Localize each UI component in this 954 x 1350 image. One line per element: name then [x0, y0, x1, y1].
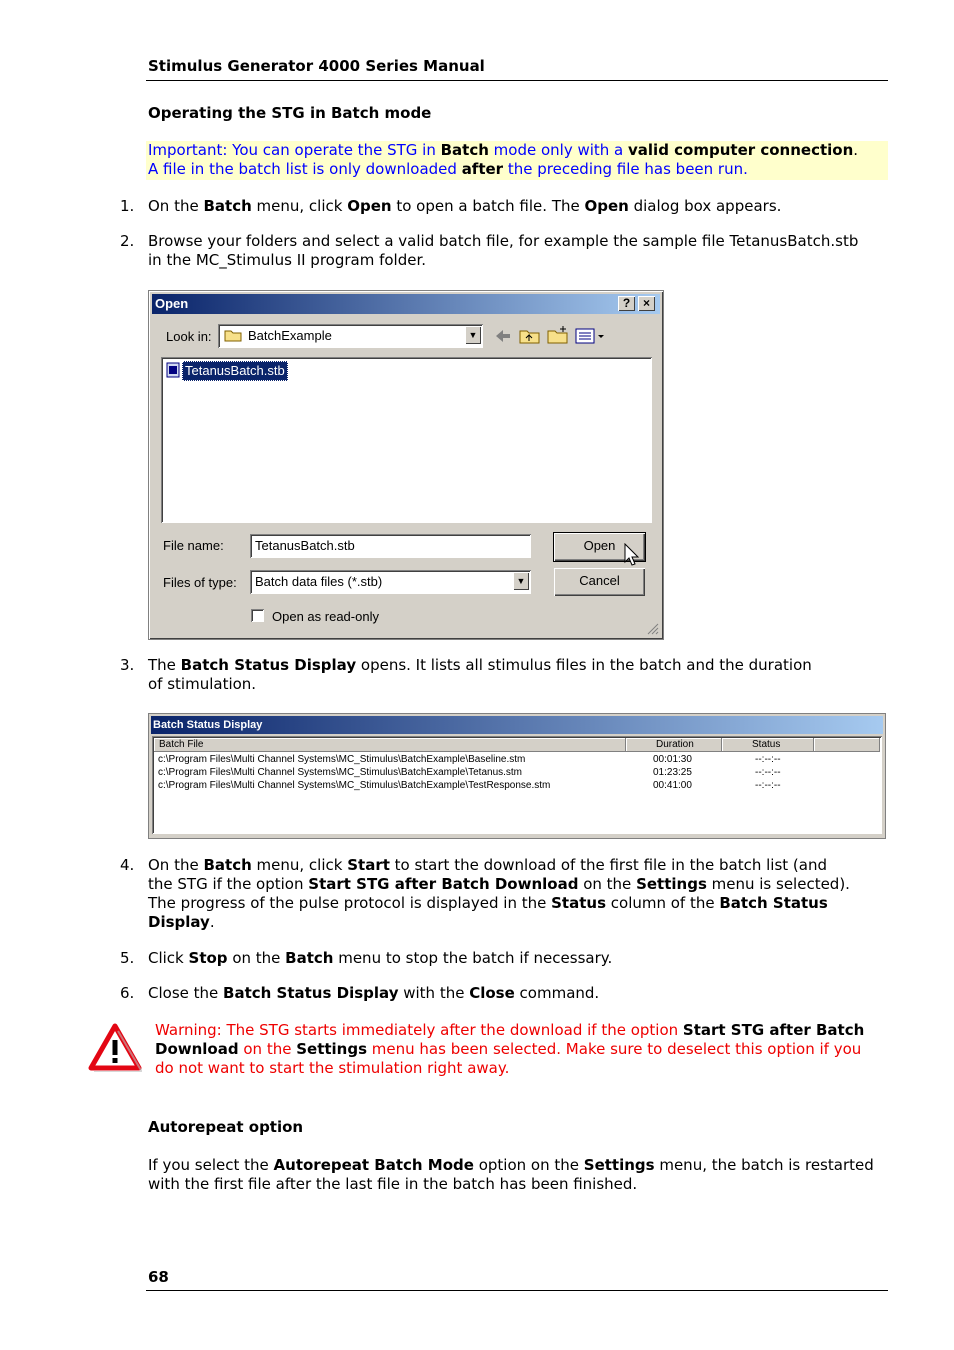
files-of-type-combo[interactable] [250, 570, 531, 594]
table-row[interactable]: c:\Program Files\Multi Channel Systems\MC_Stimulus\BatchExample\TestResponse.stm [158, 780, 551, 791]
duration-cell: 00:01:30 [653, 754, 692, 765]
readonly-label: Open as read-only [272, 609, 379, 624]
note-text: the preceding file has been run. [503, 160, 748, 178]
duration-cell: 01:23:25 [653, 767, 692, 778]
file-item-label: TetanusBatch.stb [182, 361, 288, 381]
note-bold: Batch [440, 141, 489, 159]
status-cell: --:--:-- [755, 780, 781, 791]
duration-cell: 00:41:00 [653, 780, 692, 791]
cancel-button[interactable]: Cancel [554, 568, 645, 596]
note-bold: valid computer connection [628, 141, 854, 159]
table-row[interactable]: c:\Program Files\Multi Channel Systems\MC_Stimulus\BatchExample\Baseline.stm [158, 754, 526, 765]
step-6: Close the Batch Status Display with the Close command. [148, 984, 600, 1002]
table-row[interactable]: c:\Program Files\Multi Channel Systems\MC_Stimulus\BatchExample\Tetanus.stm [158, 767, 523, 778]
step-1: On the Batch menu, click Open to open a batch file. The Open dialog box appears. [148, 197, 782, 215]
page-number: 68 [148, 1268, 169, 1286]
note-text: A file in the batch list is only downloaded [148, 160, 462, 178]
open-dialog [148, 290, 664, 640]
column-header[interactable]: Status [722, 738, 814, 752]
up-folder-icon[interactable] [519, 327, 541, 345]
look-in-value: BatchExample [248, 328, 332, 343]
open-button[interactable]: Open [554, 533, 645, 561]
step-2: Browse your folders and select a valid batch file, for example the sample file TetanusBatch.stb in the MC_Stimulus II program folder. [148, 232, 859, 269]
files-of-type-label: Files of type: [163, 575, 237, 590]
readonly-checkbox[interactable] [251, 609, 264, 622]
step-number: 3. [120, 656, 135, 674]
close-button[interactable]: × [638, 296, 655, 311]
running-header: Stimulus Generator 4000 Series Manual [148, 57, 485, 75]
file-name-input[interactable] [250, 534, 531, 558]
note-text: mode only with a [488, 141, 629, 159]
note-bold: after [461, 160, 504, 178]
warning-icon [88, 1022, 142, 1072]
step-number: 2. [120, 232, 135, 250]
autorepeat-paragraph: If you select the Autorepeat Batch Mode option on the Settings menu, the batch is restarted with the first file after the last file in the batch has been finished. [148, 1156, 874, 1193]
step-number: 4. [120, 856, 135, 874]
footer-rule [146, 1290, 888, 1291]
section-heading: Autorepeat option [148, 1118, 304, 1136]
header-rule [146, 80, 888, 81]
step-number: 5. [120, 949, 135, 967]
step-number: 6. [120, 984, 135, 1002]
new-folder-icon[interactable] [547, 325, 569, 345]
step-number: 1. [120, 197, 135, 215]
look-in-combo[interactable] [218, 324, 483, 348]
dialog-title: Open [155, 296, 189, 311]
mouse-cursor-icon [624, 543, 640, 569]
section-heading: Operating the STG in Batch mode [148, 104, 432, 122]
folder-icon [224, 328, 242, 342]
warning-text: Warning: The STG starts immediately after the download if the option Start STG after Batch Download on the Settings menu has been selected. Make sure to deselect this option if you do not want to start the stimulation right away. [155, 1021, 865, 1077]
important-note [146, 141, 888, 180]
status-cell: --:--:-- [755, 754, 781, 765]
step-3: The Batch Status Display opens. It lists all stimulus files in the batch and the duration of stimulation. [148, 656, 812, 693]
file-name-label: File name: [163, 538, 224, 553]
view-menu-icon[interactable] [575, 327, 607, 345]
chevron-down-icon[interactable]: ▼ [513, 572, 529, 590]
batch-file-icon [165, 362, 181, 378]
file-name-value: TetanusBatch.stb [255, 538, 355, 553]
look-in-label: Look in: [166, 329, 212, 344]
dialog-titlebar [152, 294, 660, 314]
file-list[interactable] [161, 357, 652, 523]
help-button[interactable]: ? [618, 296, 635, 311]
step-5: Click Stop on the Batch menu to stop the batch if necessary. [148, 949, 613, 967]
step-4: On the Batch menu, click Start to start the download of the first file in the batch list (and the STG if the option Start STG after Batch Download on the Settings menu is selected). The progress of the pulse protocol is displayed in the Status column of the Batch Status Display. [148, 856, 850, 931]
chevron-down-icon[interactable]: ▼ [465, 326, 481, 344]
column-header[interactable]: Duration [626, 738, 722, 752]
files-of-type-value: Batch data files (*.stb) [255, 574, 383, 589]
note-text: . [853, 141, 859, 159]
back-icon[interactable] [494, 328, 512, 344]
column-header[interactable]: Batch File [154, 738, 626, 752]
note-text: Important: You can operate the STG in [148, 141, 441, 159]
batch-status-window [148, 713, 886, 839]
status-cell: --:--:-- [755, 767, 781, 778]
resize-grip-icon[interactable] [646, 622, 659, 635]
batch-list-view[interactable] [152, 736, 882, 834]
column-header-filler [814, 738, 880, 752]
batch-status-title: Batch Status Display [151, 716, 883, 734]
